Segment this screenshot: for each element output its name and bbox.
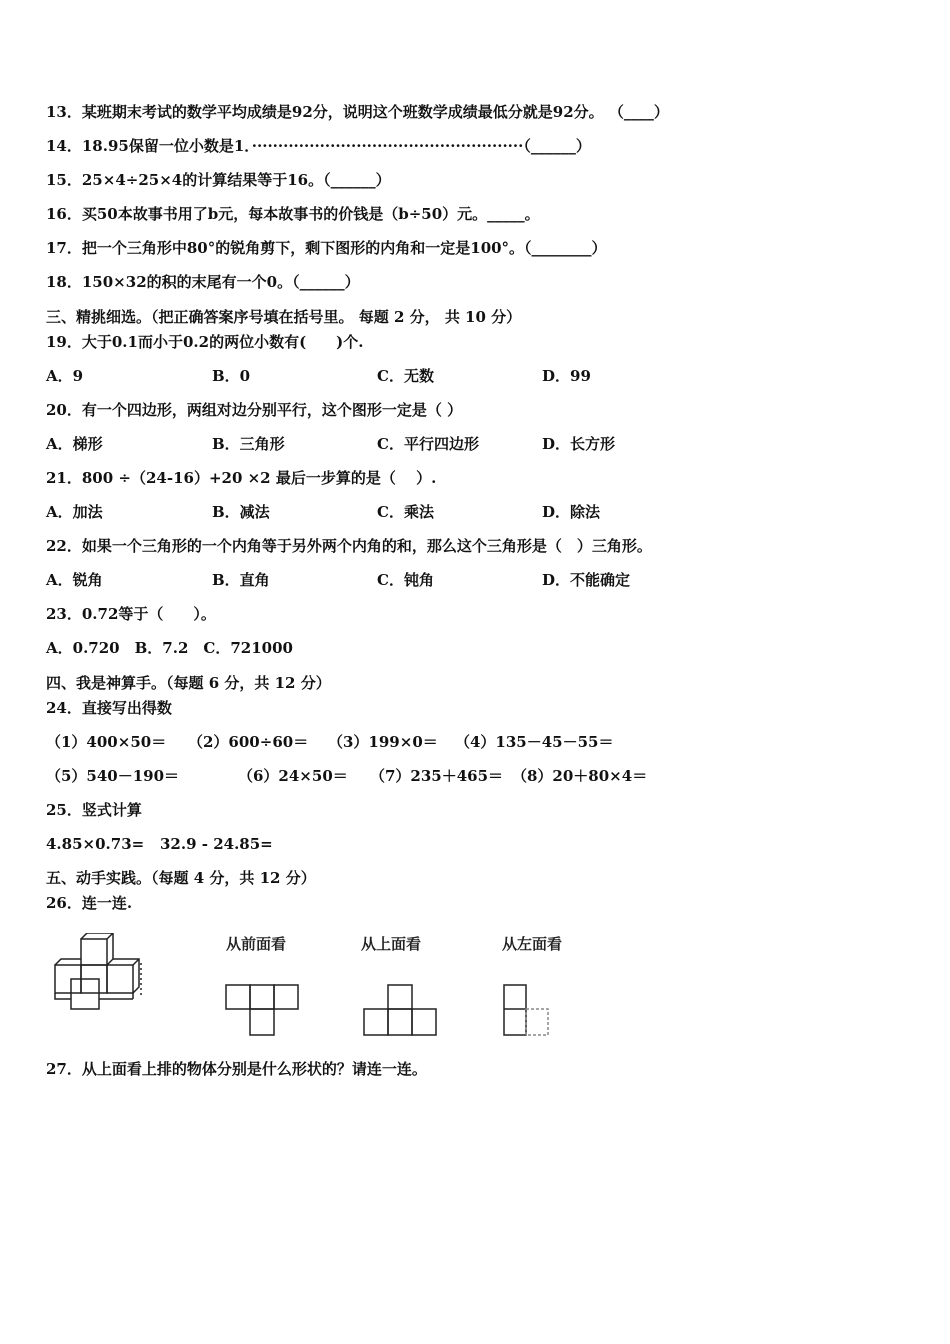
- question-20-stem: 20．有一个四边形，两组对边分别平行，这个图形一定是（ ）: [46, 401, 463, 419]
- q25-item-2: 32.9 - 24.85=: [160, 835, 273, 853]
- left-view-shape: [502, 983, 562, 1039]
- q24-item-4: （4）135－45－55＝: [455, 733, 614, 751]
- q23-options: A．0.720 B．7.2 C．721000: [46, 639, 293, 657]
- q22-option-b: B．直角: [212, 571, 270, 589]
- q22-option-c: C．钝角: [377, 571, 434, 589]
- q24-item-1: （1）400×50＝: [46, 733, 167, 751]
- q21-option-c: C．乘法: [377, 503, 434, 521]
- question-22-stem: 22．如果一个三角形的一个内角等于另外两个内角的和，那么这个三角形是（ ）三角形。: [46, 537, 652, 555]
- section-4-heading: 四、我是神算手。（每题 6 分，共 12 分）: [46, 674, 331, 692]
- q20-option-b: B．三角形: [212, 435, 285, 453]
- q21-option-a: A．加法: [46, 503, 103, 521]
- question-14: 14．18.95保留一位小数是1．····················································（______）: [46, 137, 591, 155]
- section-5-heading: 五、动手实践。（每题 4 分，共 12 分）: [46, 869, 316, 887]
- q26-figure: [46, 925, 606, 1045]
- view-label-front: 从前面看: [226, 935, 287, 953]
- q24-item-2: （2）600÷60＝: [188, 733, 309, 751]
- view-label-top: 从上面看: [361, 935, 422, 953]
- question-24-stem: 24．直接写出得数: [46, 699, 172, 717]
- question-18: 18．150×32的积的末尾有一个0。（______）: [46, 273, 360, 291]
- question-17: 17．把一个三角形中80°的锐角剪下，剩下图形的内角和一定是100°。（________）: [46, 239, 607, 257]
- q24-item-6: （6）24×50＝: [238, 767, 348, 785]
- top-view-shape: [362, 983, 442, 1039]
- section-3-heading: 三、精挑细选。（把正确答案序号填在括号里。 每题 2 分， 共 10 分）: [46, 308, 522, 326]
- front-view-shape: [224, 983, 304, 1039]
- q21-option-d: D．除法: [542, 503, 601, 521]
- view-label-left: 从左面看: [502, 935, 563, 953]
- q20-option-a: A．梯形: [46, 435, 103, 453]
- q19-option-d: D．99: [542, 367, 591, 385]
- q22-option-a: A．锐角: [46, 571, 103, 589]
- q19-option-b: B．0: [212, 367, 251, 385]
- question-21-stem: 21．800 ÷（24-16）+20 ×2 最后一步算的是（ ）.: [46, 469, 437, 487]
- q24-item-8: （8）20＋80×4＝: [512, 767, 648, 785]
- question-19-stem: 19．大于0.1而小于0.2的两位小数有( )个.: [46, 333, 364, 351]
- cube-stack-illustration: [51, 933, 161, 1023]
- question-26-stem: 26．连一连.: [46, 894, 133, 912]
- q24-item-3: （3）199×0＝: [328, 733, 438, 751]
- question-15: 15．25×4÷25×4的计算结果等于16。（______）: [46, 171, 391, 189]
- question-16: 16．买50本故事书用了b元，每本故事书的价钱是（b÷50）元。_____。: [46, 205, 540, 223]
- q21-option-b: B．减法: [212, 503, 270, 521]
- q25-item-1: 4.85×0.73=: [46, 835, 145, 853]
- question-23-stem: 23．0.72等于（ ）。: [46, 605, 216, 623]
- question-25-stem: 25．竖式计算: [46, 801, 142, 819]
- q20-option-c: C．平行四边形: [377, 435, 479, 453]
- q24-item-5: （5）540－190＝: [46, 767, 180, 785]
- q20-option-d: D．长方形: [542, 435, 616, 453]
- q22-option-d: D．不能确定: [542, 571, 631, 589]
- q19-option-a: A．9: [46, 367, 84, 385]
- q19-option-c: C．无数: [377, 367, 434, 385]
- question-27: 27．从上面看上排的物体分别是什么形状的？请连一连。: [46, 1060, 427, 1078]
- question-13: 13．某班期末考试的数学平均成绩是92分，说明这个班数学成绩最低分就是92分。 （____）: [46, 103, 669, 121]
- q24-item-7: （7）235＋465＝: [370, 767, 504, 785]
